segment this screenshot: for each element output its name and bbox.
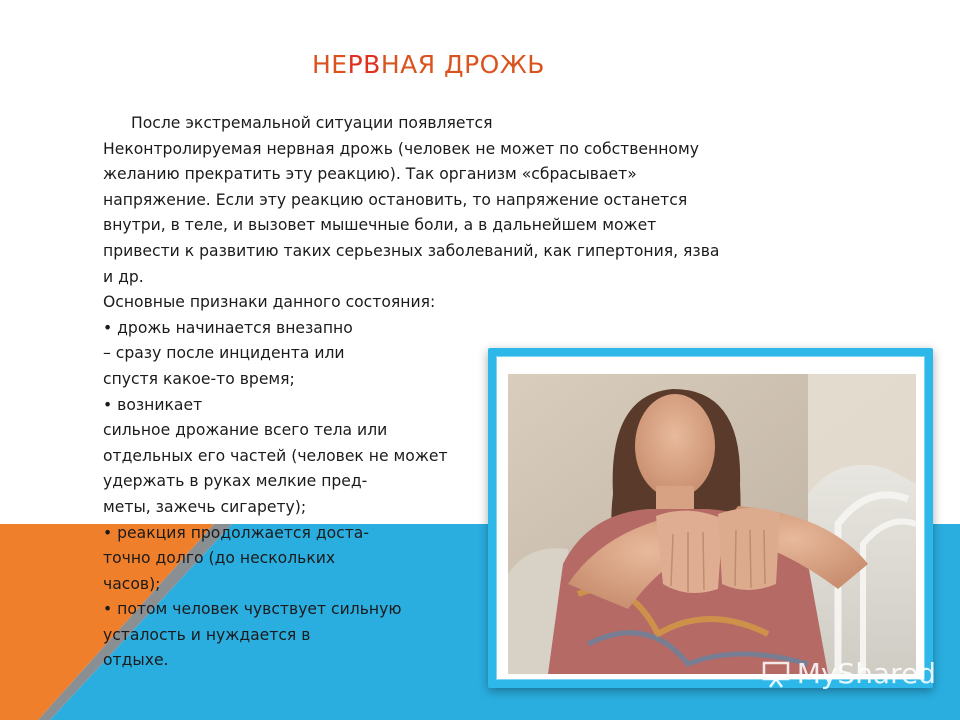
slide-title xyxy=(312,50,545,79)
body-line: Неконтролируемая нервная дрожь (человек не может по собственному xyxy=(103,139,699,158)
body-line: спустя какое-то время; xyxy=(103,369,295,388)
bullet-line: • дрожь начинается внезапно xyxy=(103,318,353,337)
body-line: сильное дрожание всего тела или xyxy=(103,421,388,440)
body-line: – сразу после инцидента или xyxy=(103,344,345,363)
body-line: меты, зажечь сигарету); xyxy=(103,497,307,516)
title-part-end: НАЯ ДРОЖЬ xyxy=(380,50,545,79)
body-line: и др. xyxy=(103,267,144,286)
watermark xyxy=(761,657,936,690)
bullet-line: • потом человек чувствует сильную xyxy=(103,600,402,619)
title-part-accent: РВ xyxy=(347,50,381,79)
bullet-line: • реакция продолжается доста- xyxy=(103,523,369,542)
body-line: часов); xyxy=(103,574,161,593)
body-line: точно долго (до нескольких xyxy=(103,549,336,568)
body-line: напряжение. Если эту реакцию остановить, то напряжение останется xyxy=(103,190,688,209)
body-line: усталость и нуждается в xyxy=(103,625,311,644)
watermark-text: MyShared xyxy=(796,657,936,690)
presentation-board-icon xyxy=(761,659,791,689)
body-line: желанию прекратить эту реакцию). Так организм «сбрасывает» xyxy=(103,165,637,184)
body-line: внутри, в теле, и вызовет мышечные боли, а в дальнейшем может xyxy=(103,216,657,235)
body-line: привести к развитию таких серьезных заболеваний, как гипертония, язва xyxy=(103,241,720,260)
body-line: удержать в руках мелкие пред- xyxy=(103,472,368,491)
body-line: отдыхе. xyxy=(103,651,169,670)
body-line: отдельных его частей (человек не может xyxy=(103,446,448,465)
title-part-start: НЕ xyxy=(312,50,348,79)
signs-heading: Основные признаки данного состояния: xyxy=(103,293,436,312)
body-line: После экстремальной ситуации появляется xyxy=(131,114,493,132)
bullet-line: • возникает xyxy=(103,395,203,414)
slide-body-text xyxy=(103,111,803,674)
